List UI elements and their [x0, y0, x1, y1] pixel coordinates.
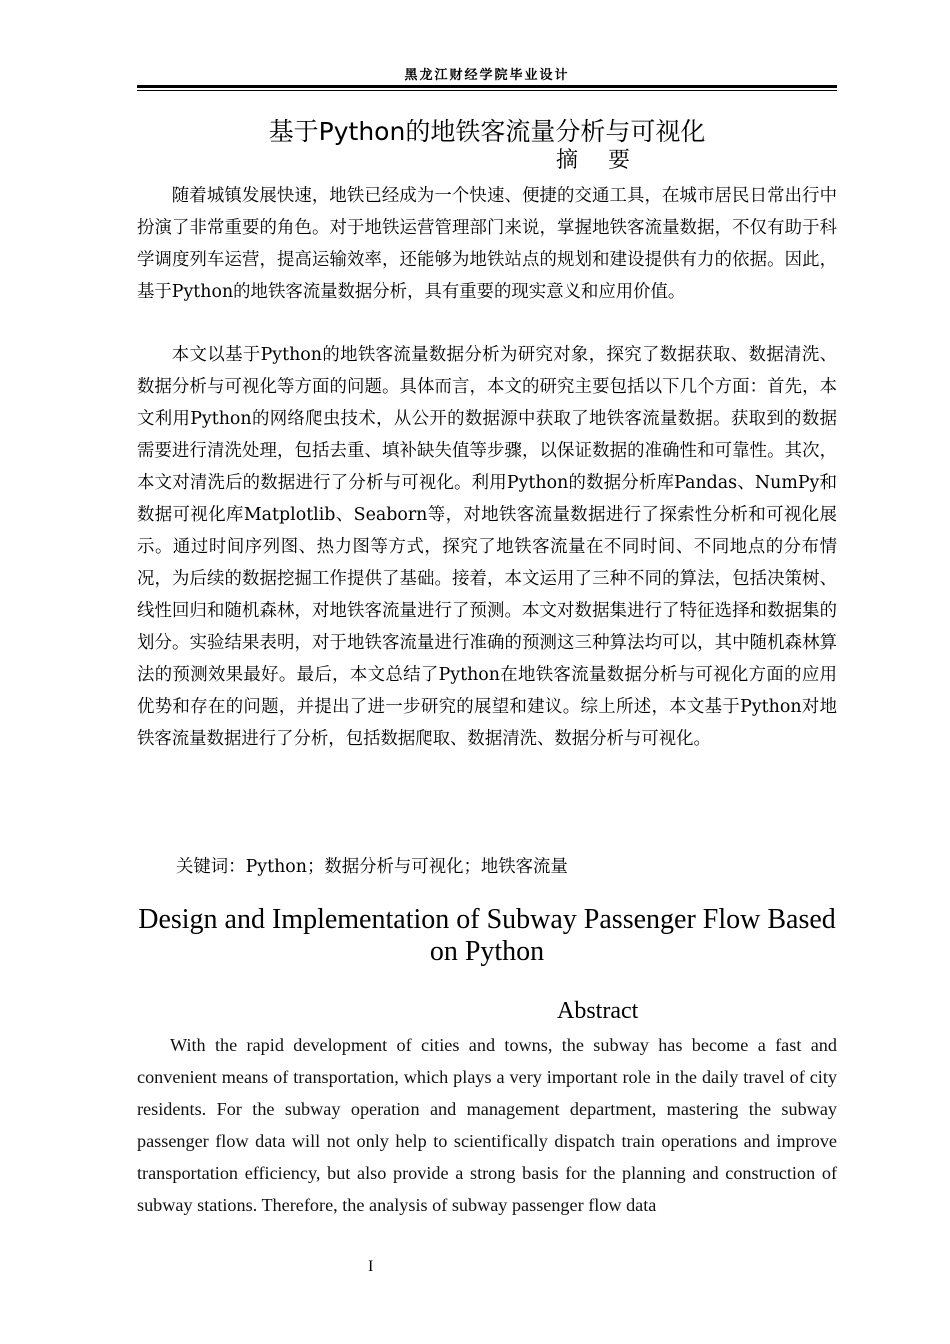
english-title: Design and Implementation of Subway Passenger Flow Based on Python [138, 904, 836, 967]
header-rule-thick [137, 85, 837, 88]
chinese-abstract-paragraph-2: 本文以基于Python的地铁客流量数据分析为研究对象，探究了数据获取、数据清洗、数据分析与可视化等方面的问题。具体而言，本文的研究主要包括以下几个方面：首先，本文利用Python的网络爬虫技术，从公开的数据源中获取了地铁客流量数据。获取到的数据需要进行清洗处理，包括去重、填补缺失值等步骤，以保证数据的准确性和可靠性。其次，本文对清洗后的数据进行了分析与可视化。利用Python的数据分析库Pandas、NumPy和数据可视化库Matplotlib、Seaborn等，对地铁客流量数据进行了探索性分析和可视化展示。通过时间序列图、热力图等方式，探究了地铁客流量在不同时间、不同地点的分布情况，为后续的数据挖掘工作提供了基础。接着，本文运用了三种不同的算法，包括决策树、线性回归和随机森林，对地铁客流量进行了预测。本文对数据集进行了特征选择和数据集的划分。实验结果表明，对于地铁客流量进行准确的预测这三种算法均可以，其中随机森林算法的预测效果最好。最后，本文总结了Python在地铁客流量数据分析与可视化方面的应用优势和存在的问题，并提出了进一步研究的展望和建议。综上所述，本文基于Python对地铁客流量数据进行了分析，包括数据爬取、数据清洗、数据分析与可视化。 [137, 345, 837, 749]
chinese-title: 基于Python的地铁客流量分析与可视化 [268, 117, 706, 146]
chinese-abstract-paragraph-1: 随着城镇发展快速，地铁已经成为一个快速、便捷的交通工具，在城市居民日常出行中扮演了非常重要的角色。对于地铁运营管理部门来说，掌握地铁客流量数据，不仅有助于科学调度列车运营，提高运输效率，还能够为地铁站点的规划和建设提供有力的依据。因此，基于Python的地铁客流量数据分析，具有重要的现实意义和应用价值。 [137, 186, 837, 302]
running-header: 黑龙江财经学院毕业设计 [404, 68, 570, 83]
english-abstract-heading: Abstract [557, 998, 639, 1024]
keywords-line [176, 853, 568, 881]
page-number: I [368, 1258, 374, 1275]
keywords-text: Python；数据分析与可视化；地铁客流量 [245, 857, 568, 877]
keywords-label: 关键词： [176, 857, 246, 877]
chinese-abstract-heading: 摘要 [556, 148, 661, 173]
header-rule-thin [137, 90, 837, 91]
english-abstract-paragraph: With the rapid development of cities and towns, the subway has become a fast and convenient means of transportation, which plays a very important role in the daily travel of city residents. For the subway operation and management department, mastering the subway passenger flow data will not only help to scientifically dispatch train operations and improve transportation efficiency, but also provide a strong basis for the planning and construction of subway stations. Therefore, the analysis of subway passenger flow data [137, 1035, 837, 1215]
